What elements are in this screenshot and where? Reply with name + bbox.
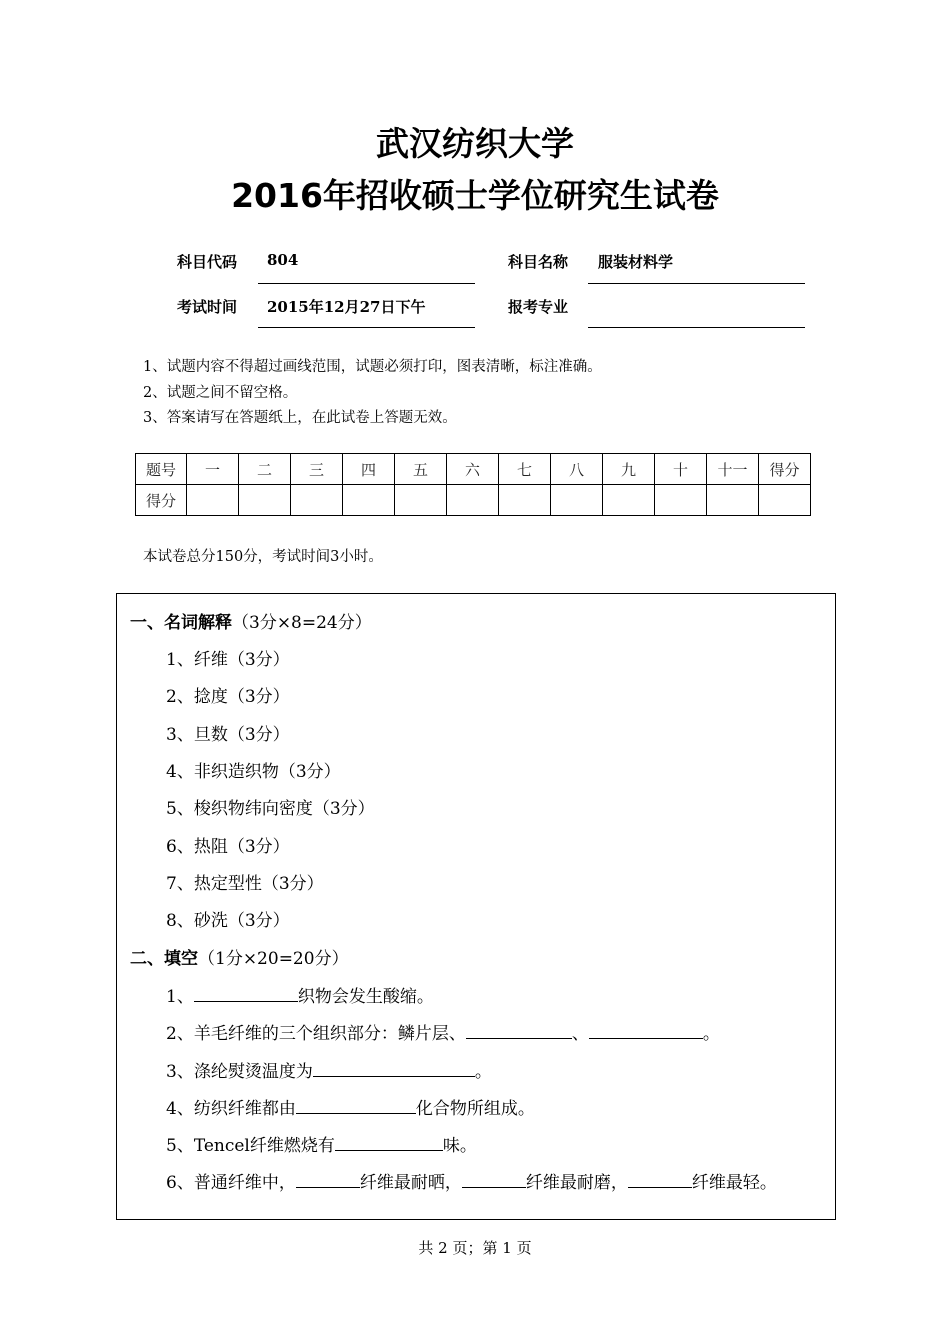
- score-cell: [239, 485, 291, 516]
- exam-time-label: 考试时间: [177, 298, 238, 316]
- answer-blank: [628, 1171, 692, 1188]
- section-1-heading: [130, 608, 372, 633]
- question-text: 。: [474, 1062, 492, 1082]
- fill-question-4: [166, 1094, 535, 1119]
- list-item: 6、热阻（3分）: [166, 837, 290, 857]
- instruction-line: 2、试题之间不留空格。: [143, 384, 298, 401]
- list-item: 4、非织造织物（3分）: [166, 762, 341, 782]
- question-text: 纤维最耐晒，: [359, 1173, 462, 1193]
- subject-name-value: 服装材料学: [598, 253, 674, 271]
- answer-blank: [589, 1022, 703, 1039]
- table-header-cell: 五: [395, 454, 447, 485]
- score-row-label: 得分: [136, 485, 187, 516]
- score-cell: [655, 485, 707, 516]
- fill-question-6: [166, 1168, 777, 1193]
- table-header-cell: 二: [239, 454, 291, 485]
- section-2-title: 二、填空: [130, 949, 198, 969]
- answer-blank: [335, 1134, 443, 1151]
- answer-blank: [296, 1097, 416, 1114]
- table-header-cell: 十: [655, 454, 707, 485]
- university-title: 武汉纺织大学: [376, 124, 574, 163]
- score-cell: [343, 485, 395, 516]
- section-1-points: （3分×8=24分）: [232, 613, 372, 633]
- question-text: 纤维最耐磨，: [525, 1173, 628, 1193]
- table-header-cell: 一: [187, 454, 239, 485]
- exam-title: 2016年招收硕士学位研究生试卷: [231, 176, 719, 215]
- subject-code-label: 科目代码: [177, 253, 238, 271]
- subject-code-underline: [258, 283, 475, 284]
- subject-code-value: 804: [267, 251, 299, 269]
- score-table-header-row: [136, 454, 811, 485]
- score-table: [135, 453, 811, 516]
- list-item: 3、旦数（3分）: [166, 725, 290, 745]
- page-footer: 共 2 页；第 1 页: [418, 1239, 532, 1257]
- answer-blank: [194, 985, 298, 1002]
- question-text: 4、纺织纤维都由: [166, 1099, 296, 1119]
- table-header-cell: 七: [499, 454, 551, 485]
- subject-name-label: 科目名称: [508, 253, 569, 271]
- instructions: [143, 355, 602, 432]
- score-cell: [759, 485, 811, 516]
- instruction-line: 3、答案请写在答题纸上，在此试卷上答题无效。: [143, 410, 457, 426]
- question-text: 织物会发生酸缩。: [297, 987, 434, 1007]
- exam-time-value: 2015年12月27日下午: [267, 298, 426, 316]
- instruction-line: 1、试题内容不得超过画线范围，试题必须打印，图表清晰，标注准确。: [143, 359, 602, 375]
- question-text: 化合物所组成。: [415, 1099, 535, 1119]
- major-label: 报考专业: [508, 298, 569, 316]
- question-text: 3、涤纶熨烫温度为: [166, 1062, 313, 1082]
- fill-question-2: [166, 1019, 720, 1044]
- question-text: 2、羊毛纤维的三个组织部分：鳞片层、: [166, 1024, 466, 1044]
- table-header-cell: 题号: [136, 454, 187, 485]
- question-text: 。: [702, 1024, 720, 1044]
- answer-blank: [296, 1171, 360, 1188]
- fill-question-1: [166, 982, 434, 1007]
- table-header-cell: 四: [343, 454, 395, 485]
- score-cell: [187, 485, 239, 516]
- fill-question-3: [166, 1057, 492, 1082]
- score-cell: [291, 485, 343, 516]
- section-1-title: 一、名词解释: [130, 613, 232, 633]
- list-item: 7、热定型性（3分）: [166, 874, 324, 894]
- list-item: 1、纤维（3分）: [166, 650, 290, 670]
- score-cell: [447, 485, 499, 516]
- fill-question-5: [166, 1131, 477, 1156]
- question-text: 6、普通纤维中，: [166, 1173, 296, 1193]
- table-header-cell: 得分: [759, 454, 811, 485]
- total-score-note: 本试卷总分150分，考试时间3小时。: [143, 549, 383, 565]
- list-item: 8、砂洗（3分）: [166, 911, 290, 931]
- section-2-heading: [130, 944, 349, 969]
- table-header-cell: 九: [603, 454, 655, 485]
- score-cell: [395, 485, 447, 516]
- subject-name-underline: [588, 283, 805, 284]
- question-text: 纤维最轻。: [691, 1173, 777, 1193]
- table-header-cell: 十一: [707, 454, 759, 485]
- question-text: 、: [571, 1024, 589, 1044]
- table-header-cell: 六: [447, 454, 499, 485]
- major-underline: [588, 327, 805, 328]
- question-text: 1、: [166, 987, 194, 1007]
- table-header-cell: 三: [291, 454, 343, 485]
- score-cell: [499, 485, 551, 516]
- answer-blank: [466, 1022, 572, 1039]
- score-table-score-row: [136, 485, 811, 516]
- table-header-cell: 八: [551, 454, 603, 485]
- answer-blank: [462, 1171, 526, 1188]
- answer-blank: [313, 1060, 475, 1077]
- list-item: 2、捻度（3分）: [166, 687, 290, 707]
- question-text: 味。: [442, 1136, 477, 1156]
- section-2-points: （1分×20=20分）: [198, 949, 349, 969]
- exam-time-underline: [258, 327, 475, 328]
- list-item: 5、梭织物纬向密度（3分）: [166, 799, 375, 819]
- score-cell: [707, 485, 759, 516]
- question-text: 5、Tencel纤维燃烧有: [166, 1136, 335, 1156]
- score-cell: [603, 485, 655, 516]
- score-cell: [551, 485, 603, 516]
